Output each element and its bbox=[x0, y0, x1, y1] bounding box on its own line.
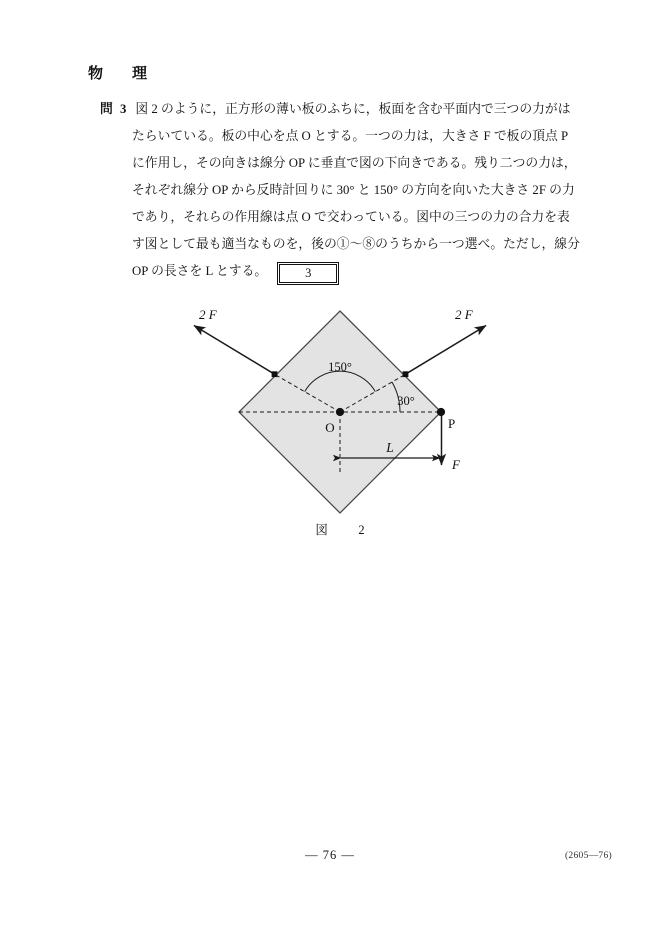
label-force-2f-left: 2 F bbox=[199, 307, 217, 322]
label-angle-150: 150° bbox=[328, 360, 352, 374]
point-o-marker bbox=[336, 408, 344, 416]
label-force-2f-right: 2 F bbox=[455, 307, 473, 322]
label-length-l: L bbox=[386, 440, 394, 455]
edge-midpoint-right-marker bbox=[403, 371, 409, 377]
question-line-2: たらいている。板の中心を点 O とする。一つの力は，大きさ F で板の頂点 P bbox=[132, 129, 569, 143]
question-line-6: す図として最も適当なものを，後の①～⑧のうちから一つ選べ。ただし，線分 bbox=[132, 237, 580, 251]
question-number: 問 3 bbox=[100, 102, 129, 116]
figure-caption: 図 2 bbox=[315, 523, 374, 537]
question-line-5: であり，それらの作用線は点 O で交わっている。図中の三つの力の合力を表 bbox=[132, 210, 570, 224]
document-code: (2605—76) bbox=[564, 851, 612, 861]
question-text-1: 図 2 のように，正方形の薄い板のふちに，板面を含む平面内で三つの力がは bbox=[135, 102, 571, 116]
figure-2-drawing bbox=[150, 295, 530, 525]
point-p-marker bbox=[437, 408, 445, 416]
question-block bbox=[100, 96, 580, 285]
force-vector-2f-right bbox=[406, 326, 487, 375]
figure-2 bbox=[150, 295, 530, 537]
force-vector-2f-left bbox=[194, 326, 275, 375]
subject-title: 物 理 bbox=[88, 66, 155, 82]
edge-midpoint-left-marker bbox=[272, 371, 278, 377]
question-line-1 bbox=[100, 96, 580, 123]
question-line-7 bbox=[100, 258, 580, 285]
label-force-f: F bbox=[452, 457, 460, 472]
page-number: — 76 — bbox=[305, 848, 355, 862]
label-point-o: O bbox=[325, 420, 335, 435]
label-point-p: P bbox=[448, 416, 456, 431]
label-angle-30: 30° bbox=[397, 394, 415, 408]
question-text-7: OP の長さを L とする。 bbox=[132, 264, 268, 278]
question-line-4: それぞれ線分 OP から反時計回りに 30° と 150° の方向を向いた大きさ 2F の力 bbox=[132, 183, 575, 197]
answer-box[interactable]: 3 bbox=[279, 264, 337, 283]
question-line-3: に作用し，その向きは線分 OP に垂直で図の下向きである。残り二つの力は， bbox=[132, 156, 577, 170]
